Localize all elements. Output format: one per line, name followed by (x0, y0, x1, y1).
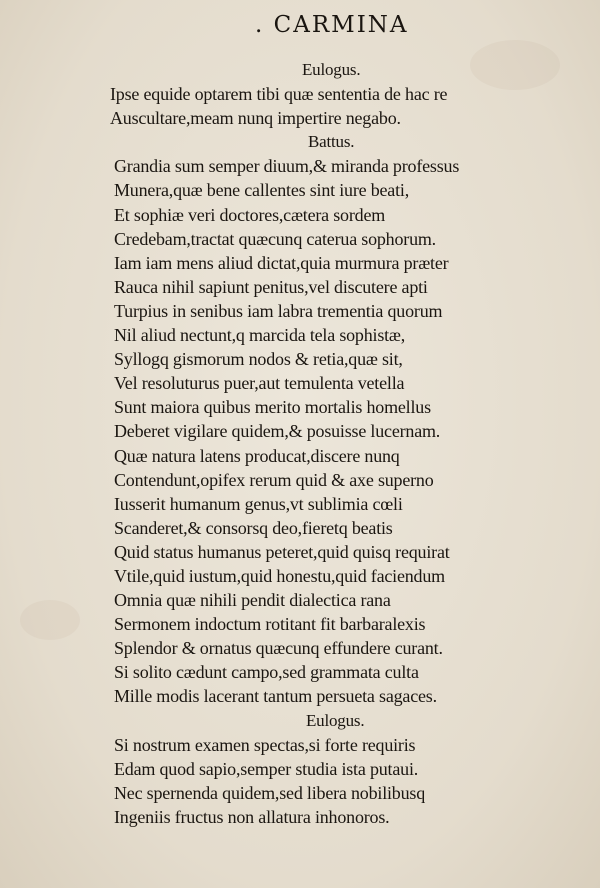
verse-line: Credebam,tractat quæcunq caterua sophorum. (114, 228, 436, 249)
speaker-name: Eulogus. (306, 710, 365, 730)
verse-line: Auscultare,meam nunq impertire negabo. (110, 108, 401, 129)
verse-line: Sunt maiora quibus merito mortalis homellus (114, 397, 431, 418)
verse-line: Quid status humanus peteret,quid quisq requirat (114, 541, 450, 562)
verse-line: Iam iam mens aliud dictat,quia murmura præter (114, 252, 449, 273)
verse-line: Omnia quæ nihili pendit dialectica rana (114, 590, 391, 611)
verse-line: Nec spernenda quidem,sed libera nobilibusq (114, 782, 426, 803)
speaker-name: Eulogus. (302, 60, 361, 79)
verse-line: Si solito cædunt campo,sed grammata culta (114, 662, 419, 683)
speaker-name: Battus. (308, 132, 355, 152)
verse-line: Contendunt,opifex rerum quid & axe superno (114, 469, 434, 490)
verse-line: Rauca nihil sapiunt penitus,vel discutere apti (114, 276, 428, 297)
verse-line: Nil aliud nectunt,q marcida tela sophistæ, (114, 325, 406, 346)
verse-line: Iusserit humanum genus,vt sublimia cœli (114, 493, 403, 514)
running-head: . CARMINA (255, 12, 409, 38)
verse-line: Scanderet,& consorsq deo,fieretq beatis (114, 517, 393, 538)
verse-line: Quæ natura latens producat,discere nunq (114, 445, 400, 466)
verse-line: Ingeniis fructus non allatura inhonoros. (114, 806, 390, 827)
verse-line: Et sophiæ veri doctores,cætera sordem (114, 204, 386, 225)
verse-line: Splendor & ornatus quæcunq effundere curant. (114, 638, 443, 659)
paper-stain (20, 600, 80, 640)
verse-line: Turpius in senibus iam labra trementia quorum (114, 300, 443, 321)
verse-line: Sermonem indoctum rotitant fit barbaralexis (114, 614, 426, 635)
verse-line: Vel resoluturus puer,aut temulenta vetella (114, 373, 405, 394)
verse-line: Edam quod sapio,semper studia ista putaui. (114, 758, 419, 779)
verse-line: Munera,quæ bene callentes sint iure beati, (114, 180, 409, 201)
verse-line: Ipse equide optarem tibi quæ sententia de hac re (110, 84, 448, 105)
verse-line: Deberet vigilare quidem,& posuisse lucernam. (114, 421, 441, 442)
verse-text-block (110, 58, 550, 829)
verse-line: Vtile,quid iustum,quid honestu,quid faciendum (114, 565, 445, 586)
verse-line: Syllogq gismorum nodos & retia,quæ sit, (114, 349, 403, 370)
verse-line: Grandia sum semper diuum,& miranda professus (114, 156, 460, 177)
verse-line: Mille modis lacerant tantum persueta sagaces. (114, 686, 437, 707)
verse-line: Si nostrum examen spectas,si forte requiris (114, 734, 416, 755)
